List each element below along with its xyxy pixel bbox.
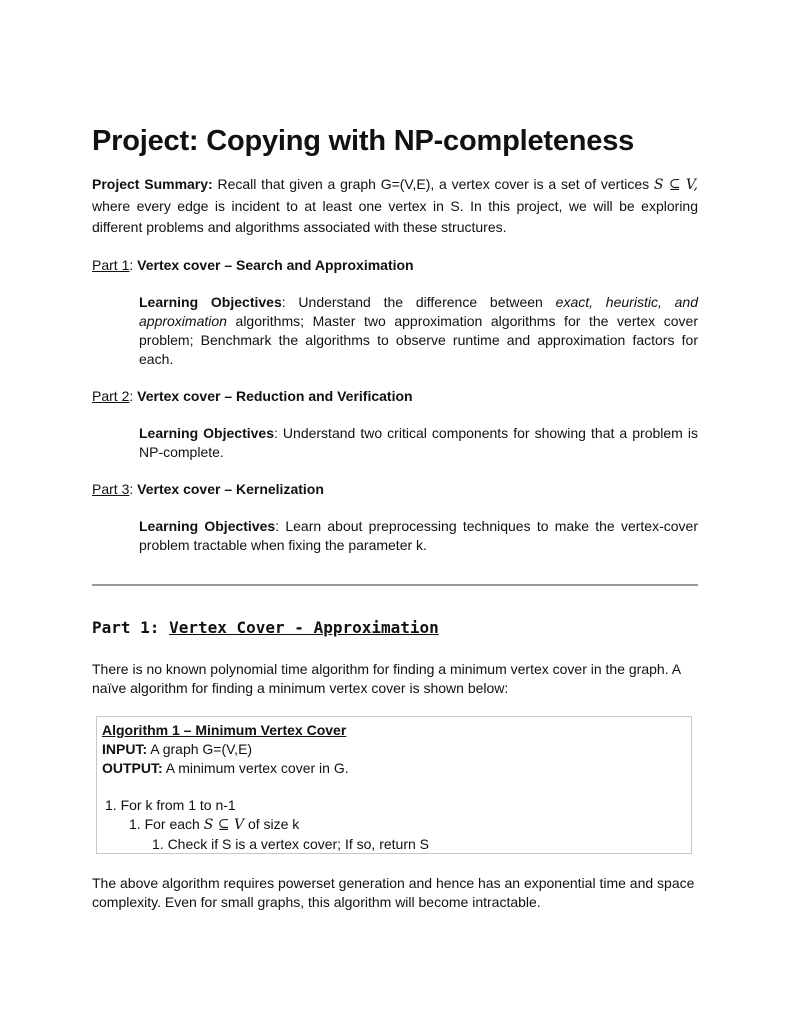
part-1-obj-emphasis: exact, heuristic, and approximation (139, 294, 698, 329)
part-1-obj-text-a: : Understand the difference between (281, 294, 543, 310)
part-1-title: Vertex cover – Search and Approximation (137, 257, 414, 273)
output-label: OUTPUT: (102, 760, 163, 776)
algorithm-steps (102, 796, 686, 854)
part-3-title: Vertex cover – Kernelization (137, 481, 324, 497)
algorithm-title: Algorithm 1 – Minimum Vertex Cover (102, 722, 347, 738)
input-label: INPUT: (102, 741, 148, 757)
part-3-obj-text: : Learn about preprocessing techniques to make the vertex-cover problem tractable when fixing the parameter k. (139, 518, 698, 553)
part-2-link[interactable]: Part 2 (92, 388, 130, 404)
part-3-heading: Part 3: Vertex cover – Kernelization (92, 481, 324, 497)
part-1-heading: Part 1: Vertex cover – Search and Approximation (92, 257, 414, 273)
summary-label: Project Summary: (92, 176, 213, 192)
section-prefix: Part 1: (92, 618, 160, 637)
step-2-text-b: of size k (244, 816, 300, 832)
part-1-link[interactable]: Part 1 (92, 257, 130, 273)
step-2-text-a: 1. For each (129, 816, 200, 832)
part-2-obj-text: : Understand two critical components for showing that a problem is NP-complete. (139, 425, 698, 460)
part-2-heading: Part 2: Vertex cover – Reduction and Verification (92, 388, 413, 404)
part-2-obj-label: Learning Objectives (139, 425, 274, 441)
section-outro: The above algorithm requires powerset generation and hence has an exponential time and space complexity. Even for small graphs, this algorithm will become intractable. (92, 875, 695, 910)
project-summary (92, 174, 698, 238)
input-text: A graph G=(V,E) (150, 741, 253, 757)
part-1-obj-text-b: algorithms; Master two approximation algorithms for the vertex cover problem; Benchmark the algorithms to observe runtime and approximation factors for each. (139, 313, 698, 367)
algorithm-box (96, 716, 692, 854)
part-3-obj-label: Learning Objectives (139, 518, 276, 534)
algorithm-step-1: 1. For k from 1 to n-1 (105, 797, 236, 813)
section-intro: There is no known polynomial time algorithm for finding a minimum vertex cover in the graph. A naïve algorithm for finding a minimum vertex cover is shown below: (92, 661, 681, 696)
algorithm-input (102, 740, 686, 759)
part-2-objectives (139, 424, 698, 462)
part-1-objectives (139, 293, 698, 369)
summary-text-b: where every edge is incident to at least one vertex in S. In this project, we will be exploring different problems and algorithms associated with these structures. (92, 198, 698, 235)
part-3-objectives (139, 517, 698, 555)
algorithm-step-2 (102, 815, 686, 835)
algorithm-output (102, 759, 686, 778)
summary-text-a: Recall that given a graph G=(V,E), a vertex cover is a set of vertices (217, 176, 650, 192)
part-2-title: Vertex cover – Reduction and Verification (137, 388, 413, 404)
section-heading (92, 618, 439, 637)
step-2-math: S ⊆ V (203, 817, 245, 833)
section-title: Vertex Cover - Approximation (169, 618, 439, 637)
algorithm-step-3: 1. Check if S is a vertex cover; If so, return S (152, 836, 429, 852)
output-text: A minimum vertex cover in G. (162, 760, 349, 776)
horizontal-divider (92, 584, 698, 586)
summary-math: S ⊆ V, (653, 177, 698, 193)
part-1-obj-label: Learning Objectives (139, 294, 282, 310)
page-title: Project: Copying with NP-completeness (92, 125, 635, 157)
part-3-link[interactable]: Part 3 (92, 481, 130, 497)
document-page (92, 118, 698, 910)
